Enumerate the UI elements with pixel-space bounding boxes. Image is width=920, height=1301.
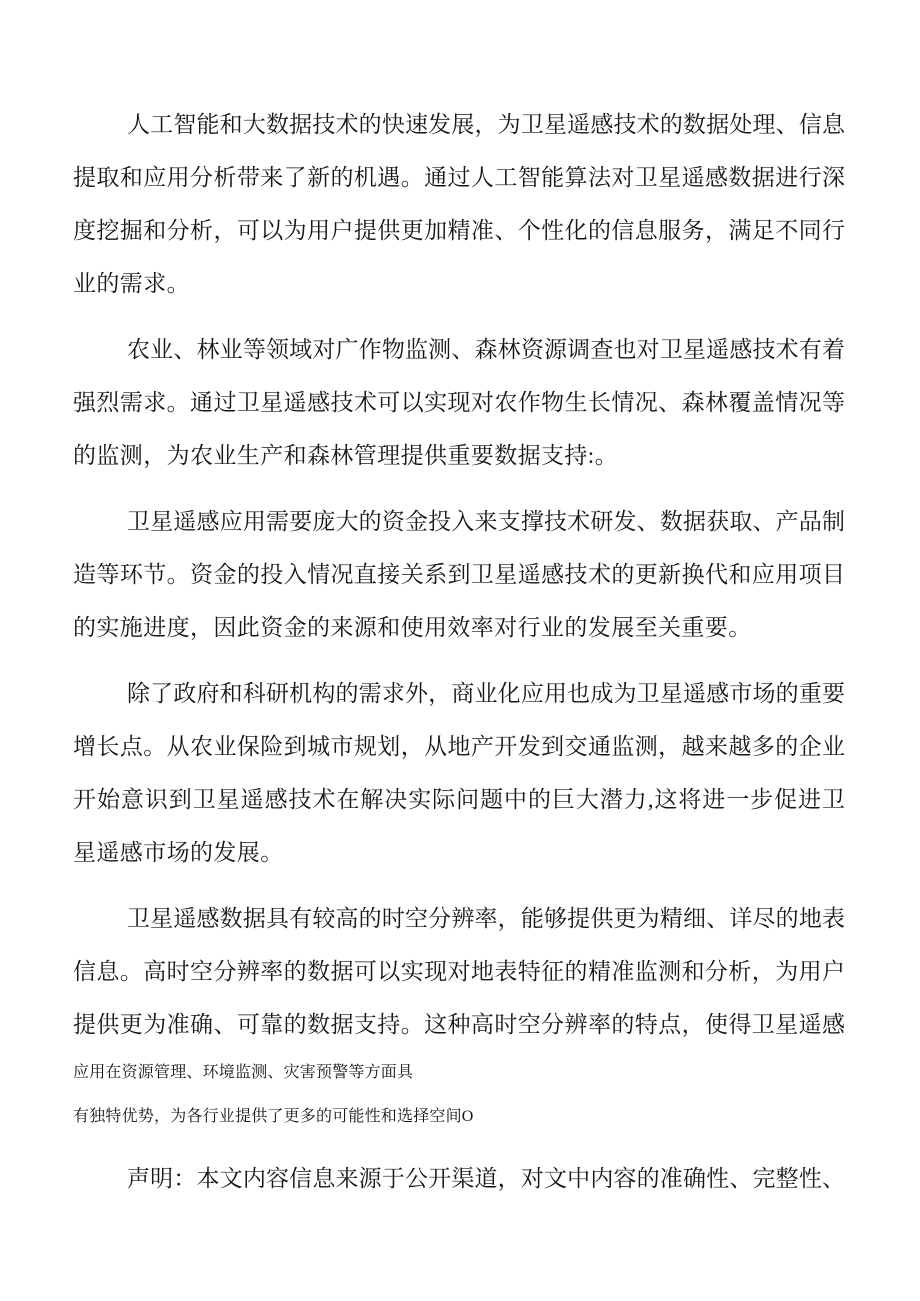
text-line: 除了政府和科研机构的需求外，商业化应用也成为卫星遥感市场的重要 (127, 681, 845, 706)
text-line: 业的需求。 (73, 271, 190, 296)
text-line: 提供更为准确、可靠的数据支持。这种高时空分辨率的特点，使得卫星遥感 (73, 1012, 845, 1037)
text-line: 开始意识到卫星遥感技术在解决实际问题中的巨大潜力,这将进一步促进卫 (73, 787, 845, 812)
text-line: 农业、林业等领域对广作物监测、森林资源调查也对卫星遥感技术有着 (127, 337, 845, 362)
text-line: 的实施进度，因此资金的来源和使用效率对行业的发展至关重要。 (73, 615, 752, 640)
text-line: 的监测，为农业生产和森林管理提供重要数据支持:。 (73, 443, 618, 468)
paragraph-commercial-growth (73, 667, 847, 879)
paragraph-funding (73, 495, 847, 654)
text-line: 声明：本文内容信息来源于公开渠道，对文中内容的准确性、完整性、 (127, 1166, 845, 1191)
paragraph-ai-bigdata (73, 98, 847, 310)
text-line: 有独特优势，为各行业提供了更多的可能性和选择空间O (73, 1108, 474, 1125)
text-line: 造等环节。资金的投入情况直接关系到卫星遥感技术的更新换代和应用项目 (73, 562, 845, 587)
text-line: 人工智能和大数据技术的快速发展，为卫星遥感技术的数据处理、信息 (127, 112, 845, 137)
text-line: 增长点。从农业保险到城市规划，从地产开发到交通监测，越来越多的企业 (73, 734, 845, 759)
paragraph-resolution (73, 892, 847, 1139)
text-line: 卫星遥感数据具有较高的时空分辨率，能够提供更为精细、详尽的地表 (127, 906, 845, 931)
text-line: 信息。高时空分辨率的数据可以实现对地表特征的精准监测和分析，为用户 (73, 959, 845, 984)
text-line: 度挖掘和分析，可以为用户提供更加精准、个性化的信息服务，满足不同行 (73, 218, 845, 243)
text-line: 星遥感市场的发展。 (73, 840, 284, 865)
text-line: 强烈需求。通过卫星遥感技术可以实现对农作物生长情况、森林覆盖情况等 (73, 390, 845, 415)
text-line: 应用在资源管理、环境监测、灾害预警等方面具 (73, 1064, 414, 1081)
paragraph-disclaimer (73, 1152, 847, 1205)
text-line: 卫星遥感应用需要庞大的资金投入来支撑技术研发、数据获取、产品制 (127, 509, 845, 534)
paragraph-agriculture-forestry (73, 323, 847, 482)
text-line: 提取和应用分析带来了新的机遇。通过人工智能算法对卫星遥感数据进行深 (73, 165, 845, 190)
